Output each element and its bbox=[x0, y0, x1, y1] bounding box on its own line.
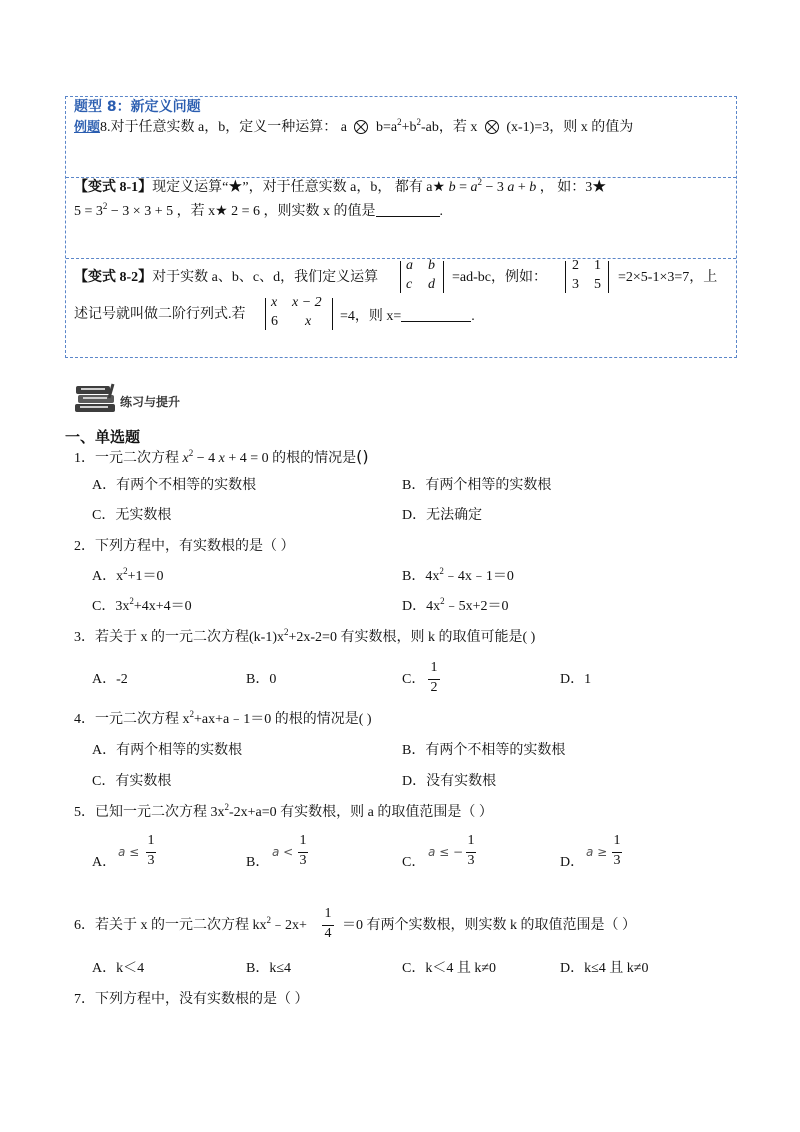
q1-stem bbox=[74, 447, 369, 468]
q3-stem-a: 3．若关于 x 的一元二次方程(k-1)x bbox=[74, 630, 284, 645]
q5-b-fraction bbox=[298, 833, 308, 869]
q5-d-relation: a ≥ bbox=[586, 845, 608, 859]
det2-a: 2 bbox=[572, 258, 579, 273]
q2-stem: 2．下列方程中，有实数根的是（ ） bbox=[74, 539, 295, 554]
det-bar-left bbox=[265, 298, 266, 330]
variant-8-1-tag: 【变式 8-1】 bbox=[74, 180, 153, 195]
q7-stem: 7．下列方程中，没有实数根的是（ ） bbox=[74, 992, 309, 1007]
variant-8-2-text-b: =ad-bc，例如： bbox=[452, 270, 547, 285]
q4-option-d[interactable]: D．没有实数根 bbox=[402, 774, 497, 789]
q3-c-fraction bbox=[428, 660, 440, 696]
q2-a-exp: 2 bbox=[123, 566, 128, 576]
q5-d-fraction bbox=[612, 833, 622, 869]
q4-option-b[interactable]: B．有两个不相等的实数根 bbox=[402, 743, 566, 758]
q1-exp: 2 bbox=[188, 448, 194, 458]
variant-8-1-text-i: ， 如：3★ bbox=[536, 180, 607, 195]
variant-8-1-text-a: 现定义运算“★”，对于任意实数 a，b， 都有 a★ bbox=[152, 180, 449, 195]
variant-8-2-line-1-a bbox=[74, 270, 378, 287]
example-number: 8 bbox=[100, 120, 108, 135]
example-text-3: +b bbox=[401, 120, 417, 135]
otimes-icon bbox=[354, 120, 368, 134]
q4-stem-b: +ax+a﹣1＝0 的根的情况是( ) bbox=[194, 712, 372, 727]
variant-8-1-line-1: 【变式 8-1】现定义运算“★”，对于任意实数 a，b， 都有 a★ $b = a^2 - 3$ a + b ， 如：3★ bbox=[74, 177, 607, 195]
q3-c-den: 2 bbox=[430, 680, 438, 695]
det-bar-right bbox=[443, 261, 444, 293]
q1-var-x-2: x bbox=[218, 451, 225, 466]
q5-option-a[interactable]: A． bbox=[92, 855, 117, 870]
q6-exp: 2 bbox=[266, 915, 271, 925]
q2-option-d[interactable] bbox=[402, 596, 509, 616]
answer-blank[interactable] bbox=[376, 202, 440, 217]
q6-num: 1 bbox=[324, 906, 332, 921]
example-text-2: b=a bbox=[372, 120, 398, 135]
q5-stem-b: -2x+a=0 有实数根，则 a 的取值范围是（ ） bbox=[229, 805, 493, 820]
var-b-2: b bbox=[529, 180, 537, 195]
q1-option-a[interactable]: A．有两个不相等的实数根 bbox=[92, 478, 257, 493]
q5-a-num: 1 bbox=[147, 833, 155, 848]
det3-c: 6 bbox=[271, 314, 278, 329]
q2-c-text: C．3x bbox=[92, 599, 130, 614]
q6-stem-c: ＝0 有两个实数根，则实数 k 的取值范围是（ ） bbox=[342, 918, 636, 933]
var-a: a bbox=[470, 180, 478, 195]
q5-stem bbox=[74, 802, 493, 822]
box-divider-1 bbox=[66, 177, 736, 178]
det1-d: d bbox=[428, 277, 435, 292]
q1-stem-b: − 4 bbox=[193, 451, 219, 466]
q5-option-b[interactable]: B． bbox=[246, 855, 270, 870]
q5-c-den: 3 bbox=[467, 853, 475, 868]
det-bar-left bbox=[400, 261, 401, 293]
answer-blank[interactable] bbox=[401, 307, 471, 322]
q2-c-exp: 2 bbox=[129, 596, 134, 606]
q6-option-d[interactable]: D．k≤4 且 k≠0 bbox=[560, 961, 649, 976]
q6-stem-a: 6．若关于 x 的一元二次方程 kx bbox=[74, 918, 267, 933]
q4-exp: 2 bbox=[189, 709, 194, 719]
variant-8-2-period: . bbox=[471, 309, 475, 324]
q1-stem-a: 1．一元二次方程 bbox=[74, 451, 183, 466]
det1-b: b bbox=[428, 258, 435, 273]
det2-d: 5 bbox=[594, 277, 601, 292]
q4-option-a[interactable]: A．有两个相等的实数根 bbox=[92, 743, 243, 758]
q3-option-d[interactable]: D．1 bbox=[560, 672, 592, 687]
var-b: b bbox=[448, 180, 456, 195]
q6-option-b[interactable]: B．k≤4 bbox=[246, 961, 292, 976]
variant-8-2-text-2b: =4，则 x= bbox=[340, 309, 402, 324]
q6-option-a[interactable]: A．k＜4 bbox=[92, 961, 145, 976]
variant-8-1-period: . bbox=[439, 204, 444, 219]
variant-8-2-text-2a: 述记号就叫做二阶行列式.若 bbox=[74, 307, 246, 322]
q4-stem-a: 4．一元二次方程 x bbox=[74, 712, 190, 727]
q5-a-fraction bbox=[146, 833, 156, 869]
example-tag: 例题 bbox=[74, 120, 101, 135]
q2-c-rest: +4x+4＝0 bbox=[133, 599, 192, 614]
q5-b-num: 1 bbox=[299, 833, 307, 848]
q1-stem-c: + 4 = 0 的根的情况是 bbox=[224, 451, 357, 466]
q2-d-exp: 2 bbox=[440, 596, 445, 606]
q5-stem-a: 5．已知一元二次方程 3x bbox=[74, 805, 225, 820]
box-divider-2 bbox=[66, 258, 736, 259]
q4-stem bbox=[74, 709, 372, 729]
q5-option-d[interactable]: D． bbox=[560, 855, 585, 870]
q2-a-text: A．x bbox=[92, 569, 124, 584]
q2-a-rest: +1＝0 bbox=[127, 569, 164, 584]
q5-c-relation: a ≤ − bbox=[428, 845, 464, 859]
q5-c-fraction bbox=[466, 833, 476, 869]
q1-option-d[interactable]: D．无法确定 bbox=[402, 508, 483, 523]
q5-b-relation: a < bbox=[272, 845, 294, 859]
q2-option-c[interactable] bbox=[92, 596, 192, 616]
q2-b-text: B．4x bbox=[402, 569, 440, 584]
var-a-2: a bbox=[507, 180, 515, 195]
q2-b-exp: 2 bbox=[439, 566, 444, 576]
q2-option-b[interactable] bbox=[402, 566, 514, 586]
q3-stem-b: +2x-2=0 有实数根，则 k 的取值可能是( ) bbox=[288, 630, 536, 645]
q5-a-den: 3 bbox=[147, 853, 155, 868]
q3-c-num: 1 bbox=[430, 660, 438, 675]
det1-c: c bbox=[406, 277, 413, 292]
det2-c: 3 bbox=[572, 277, 579, 292]
q1-paren: () bbox=[356, 447, 369, 466]
example-8: 例题8.对于任意实数 a，b，定义一种运算： a $b=a^2+b^2-ab$，若 x (x-1)=3，则 x 的值为 bbox=[74, 117, 634, 135]
q6-fraction bbox=[322, 906, 334, 942]
det-bar-right bbox=[608, 261, 609, 293]
q3-stem bbox=[74, 627, 536, 647]
variant-8-1-text-2b: − 3 × 3 + 5 ，若 x★ 2 = 6 ，则实数 x 的值是 bbox=[107, 204, 376, 219]
q5-b-den: 3 bbox=[299, 853, 307, 868]
q5-d-num: 1 bbox=[613, 833, 621, 848]
example-text-1: .对于任意实数 a，b，定义一种运算： a bbox=[107, 120, 351, 135]
variant-8-2-text-c: =2×5-1×3=7，上 bbox=[618, 270, 718, 285]
q5-exp: 2 bbox=[224, 802, 229, 812]
det-bar-left bbox=[565, 261, 566, 293]
variant-8-2-line-2-b bbox=[340, 307, 475, 326]
q5-option-c[interactable]: C． bbox=[402, 855, 426, 870]
q5-c-num: 1 bbox=[467, 833, 475, 848]
otimes-icon bbox=[485, 120, 499, 134]
variant-8-2-text-a: 对于实数 a、b、c、d，我们定义运算 bbox=[152, 270, 379, 285]
example-text-4: -ab，若 x bbox=[420, 120, 481, 135]
q4-option-c[interactable]: C．有实数根 bbox=[92, 774, 172, 789]
q6-den: 4 bbox=[324, 926, 332, 941]
q6-stem-b: ﹣2x+ bbox=[271, 918, 307, 933]
q3-option-b[interactable]: B．0 bbox=[246, 672, 277, 687]
box-title: 题型 8：新定义问题 bbox=[74, 99, 201, 115]
det3-d: x bbox=[305, 314, 312, 329]
books-icon bbox=[75, 382, 119, 421]
det2-b: 1 bbox=[594, 258, 601, 273]
variant-8-1-text-g: + bbox=[514, 180, 530, 195]
example-text-5: (x-1)=3，则 x 的值为 bbox=[502, 120, 634, 135]
q2-option-a[interactable] bbox=[92, 566, 164, 586]
variant-8-1-text-2a: 5 = 3 bbox=[74, 204, 103, 219]
variant-8-1-text-e: − 3 bbox=[481, 180, 508, 195]
det-bar-right bbox=[332, 298, 333, 330]
section-title: 一、单选题 bbox=[65, 428, 141, 446]
q2-b-rest: ﹣4x﹣1＝0 bbox=[443, 569, 514, 584]
variant-8-1-line-2: $5 = 3^2 - 3 \times 3 + 5$ ，若 x★ 2 = 6 ，则实数 x 的值是 . bbox=[74, 201, 444, 219]
det1-a: a bbox=[406, 258, 413, 273]
q5-d-den: 3 bbox=[613, 853, 621, 868]
q3-option-c[interactable]: C． bbox=[402, 672, 426, 687]
variant-8-1-text-c: = bbox=[455, 180, 471, 195]
variant-8-2-tag: 【变式 8-2】 bbox=[74, 270, 153, 285]
q1-var-x: x bbox=[182, 451, 189, 466]
q5-a-relation: a ≤ bbox=[118, 845, 140, 859]
q3-option-a[interactable]: A．-2 bbox=[92, 672, 128, 687]
q2-d-rest: ﹣5x+2＝0 bbox=[444, 599, 509, 614]
q2-d-text: D．4x bbox=[402, 599, 441, 614]
q1-option-c[interactable]: C．无实数根 bbox=[92, 508, 172, 523]
q6-stem-part-1 bbox=[74, 915, 307, 935]
q6-option-c[interactable]: C．k＜4 且 k≠0 bbox=[402, 961, 497, 976]
banner-label: 练习与提升 bbox=[120, 395, 181, 409]
q3-exp: 2 bbox=[284, 627, 289, 637]
det3-b: x − 2 bbox=[292, 295, 322, 310]
q1-option-b[interactable]: B．有两个相等的实数根 bbox=[402, 478, 552, 493]
det3-a: x bbox=[271, 295, 278, 310]
